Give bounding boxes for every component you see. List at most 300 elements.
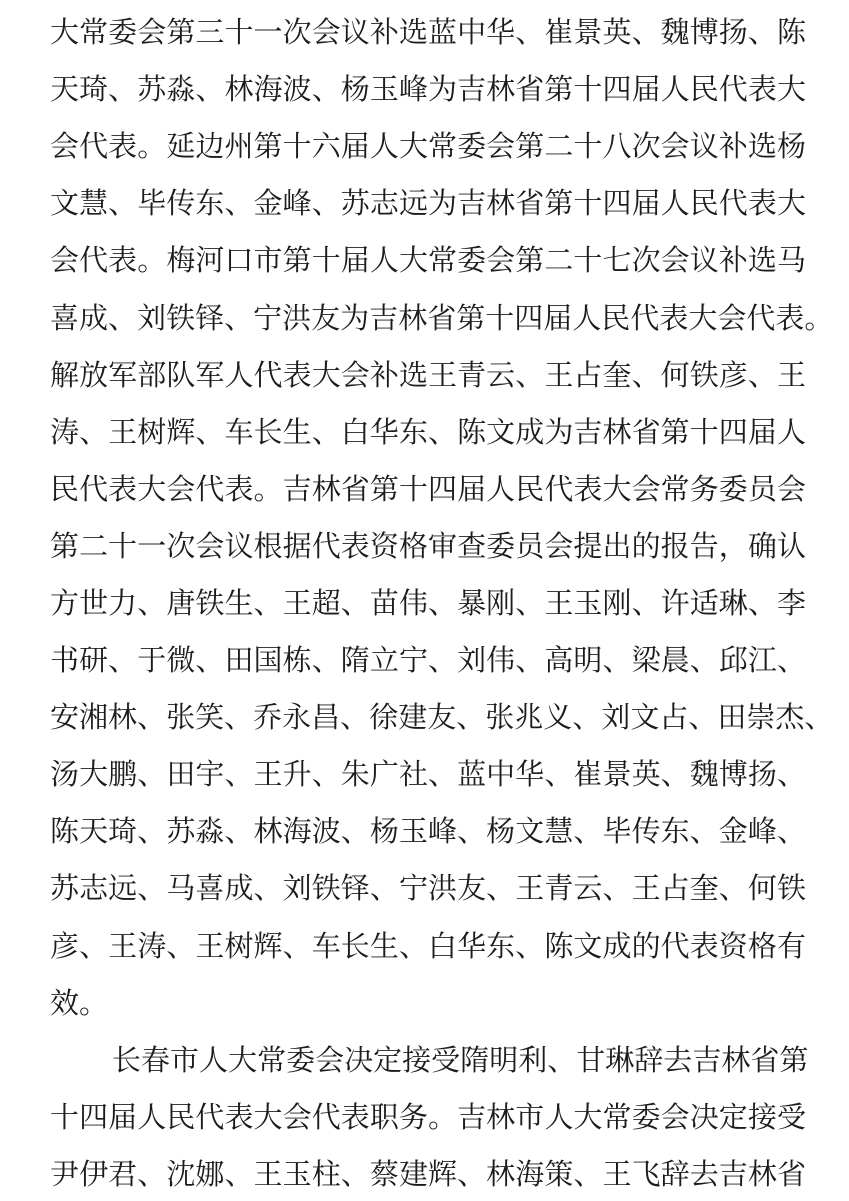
char: 为 <box>544 416 574 449</box>
char: 车 <box>224 416 254 449</box>
char: 大 <box>253 1101 283 1134</box>
char: 委 <box>286 1044 316 1077</box>
char: 常 <box>79 17 109 50</box>
char: 、 <box>572 702 602 735</box>
char: 延 <box>166 131 196 164</box>
char: 四 <box>79 1101 109 1134</box>
char: 田 <box>717 702 747 735</box>
char: 根 <box>253 530 283 563</box>
char: 、 <box>79 930 109 963</box>
char: 十 <box>50 1101 80 1134</box>
char: 、 <box>137 702 167 735</box>
char: 汤 <box>50 759 80 792</box>
char: 次 <box>282 17 312 50</box>
char: 乔 <box>253 702 283 735</box>
char: 、 <box>224 702 254 735</box>
char: 、 <box>340 816 370 849</box>
char: 代 <box>79 131 109 164</box>
char: 报 <box>660 530 690 563</box>
char: 、 <box>457 816 487 849</box>
char: 东 <box>195 188 225 221</box>
char: 四 <box>602 74 632 107</box>
char: 永 <box>282 702 312 735</box>
char: 放 <box>79 359 109 392</box>
char: 代 <box>718 74 748 107</box>
char: 琳 <box>718 587 748 620</box>
char: 长 <box>112 1044 142 1077</box>
char: 文 <box>630 702 660 735</box>
char: 表 <box>340 530 370 563</box>
char: 升 <box>282 759 312 792</box>
char: 议 <box>689 245 719 278</box>
char: 、 <box>311 645 341 678</box>
char: 飞 <box>631 1158 661 1191</box>
char: 杨 <box>486 816 516 849</box>
char: 文 <box>50 188 80 221</box>
char: 资 <box>369 530 399 563</box>
char: 海 <box>515 1158 545 1191</box>
char: 边 <box>195 131 225 164</box>
char: 传 <box>631 816 661 849</box>
char: 大 <box>573 1101 603 1134</box>
char: 伟 <box>486 645 516 678</box>
char: 江 <box>747 645 777 678</box>
char: 隋 <box>340 645 370 678</box>
char: 委 <box>486 530 516 563</box>
char: 辉 <box>166 416 196 449</box>
char: 人 <box>199 1044 229 1077</box>
char: 喜 <box>195 873 225 906</box>
char: 接 <box>402 1044 432 1077</box>
char: 、 <box>544 759 574 792</box>
char: 华 <box>486 17 516 50</box>
text-line <box>50 744 806 801</box>
char: 吉 <box>457 74 487 107</box>
char: 有 <box>776 930 806 963</box>
char: 、 <box>253 873 283 906</box>
char: 表 <box>282 359 312 392</box>
char: 天 <box>79 816 109 849</box>
char: 湘 <box>79 702 109 735</box>
text-line <box>50 459 806 516</box>
char: 、 <box>108 74 138 107</box>
char: 洪 <box>282 302 312 335</box>
char: 吉 <box>718 1158 748 1191</box>
char: 金 <box>253 188 283 221</box>
char: 蓝 <box>428 17 458 50</box>
text-line <box>50 402 806 459</box>
char: 杰 <box>775 702 805 735</box>
char: 辉 <box>253 930 283 963</box>
char: 波 <box>282 74 312 107</box>
char: 洪 <box>428 873 458 906</box>
char: 。 <box>137 131 167 164</box>
text-line <box>50 59 806 116</box>
char: 马 <box>166 873 196 906</box>
char: 四 <box>602 188 632 221</box>
char: 。 <box>79 987 109 1020</box>
char: 、 <box>428 759 458 792</box>
char: 民 <box>166 1101 196 1134</box>
char: 审 <box>428 530 458 563</box>
char: 、 <box>776 645 806 678</box>
char: 生 <box>282 416 312 449</box>
char: 届 <box>631 74 661 107</box>
char: 华 <box>369 416 399 449</box>
char: 峰 <box>428 816 458 849</box>
char: 吉 <box>457 188 487 221</box>
char: 陈 <box>544 930 574 963</box>
char: 、 <box>631 587 661 620</box>
char: 、 <box>573 1158 603 1191</box>
char: 魏 <box>689 759 719 792</box>
char: 、 <box>688 702 718 735</box>
char: 三 <box>195 17 225 50</box>
char: 王 <box>108 416 138 449</box>
char: 代 <box>544 473 574 506</box>
char: 、 <box>804 702 834 735</box>
char: 会 <box>50 245 80 278</box>
char: 州 <box>224 131 254 164</box>
char: 民 <box>689 74 719 107</box>
char: 十 <box>282 131 312 164</box>
char: 张 <box>166 702 196 735</box>
char: 奎 <box>602 359 632 392</box>
char: 长 <box>340 930 370 963</box>
text-line <box>50 916 806 973</box>
char: 受 <box>431 1044 461 1077</box>
char: 大 <box>776 74 806 107</box>
char: 王 <box>253 759 283 792</box>
char: 于 <box>137 645 167 678</box>
char: 博 <box>718 759 748 792</box>
char: 明 <box>573 645 603 678</box>
char: 崇 <box>746 702 776 735</box>
char: 次 <box>631 245 661 278</box>
char: 友 <box>311 302 341 335</box>
char: 省 <box>427 302 457 335</box>
char: 格 <box>398 530 428 563</box>
char: 口 <box>224 245 254 278</box>
char: 苏 <box>340 188 370 221</box>
char: 、 <box>224 1158 254 1191</box>
char: 会 <box>486 131 516 164</box>
char: 人 <box>544 1101 574 1134</box>
char: 鹏 <box>108 759 138 792</box>
char: 表 <box>224 1101 254 1134</box>
char: 大 <box>228 1044 258 1077</box>
char: 代 <box>630 302 660 335</box>
char: 届 <box>543 302 573 335</box>
char: 华 <box>457 930 487 963</box>
char: 毕 <box>137 188 167 221</box>
char: 大 <box>602 473 632 506</box>
char: 队 <box>166 359 196 392</box>
char: 、 <box>253 587 283 620</box>
char: 市 <box>253 245 283 278</box>
char: 东 <box>660 816 690 849</box>
char: 届 <box>340 131 370 164</box>
char: 宁 <box>253 302 283 335</box>
char: 慧 <box>544 816 574 849</box>
text-line <box>50 573 806 630</box>
char: 君 <box>108 1158 138 1191</box>
char: 会 <box>315 1044 345 1077</box>
char: 大 <box>137 473 167 506</box>
char: 铁 <box>776 873 806 906</box>
char: 海 <box>253 74 283 107</box>
char: 、 <box>747 587 777 620</box>
char: 伊 <box>79 1158 109 1191</box>
char: 八 <box>602 131 632 164</box>
char: 会 <box>340 359 370 392</box>
char: 中 <box>486 759 516 792</box>
char: 、 <box>108 645 138 678</box>
char: 琦 <box>108 816 138 849</box>
char: 代 <box>746 302 776 335</box>
char: 栋 <box>282 645 312 678</box>
char: 峰 <box>282 188 312 221</box>
char: 表 <box>775 302 805 335</box>
char: 长 <box>253 416 283 449</box>
char: 青 <box>457 359 487 392</box>
char: 格 <box>747 930 777 963</box>
char: 、 <box>340 1158 370 1191</box>
char: 代 <box>195 473 225 506</box>
char: 接 <box>747 1101 777 1134</box>
char: 车 <box>311 930 341 963</box>
char: 辞 <box>634 1044 664 1077</box>
char: 市 <box>515 1101 545 1134</box>
char: 铁 <box>689 359 719 392</box>
char: 宁 <box>398 645 428 678</box>
char: 崔 <box>573 759 603 792</box>
text-block <box>50 2 834 1201</box>
char: 宇 <box>195 759 225 792</box>
char: 苏 <box>166 816 196 849</box>
char: 蔡 <box>369 1158 399 1191</box>
char: 会 <box>776 473 806 506</box>
char: 林 <box>486 1158 516 1191</box>
char: 、 <box>718 873 748 906</box>
char: 笑 <box>195 702 225 735</box>
char: 代 <box>79 245 109 278</box>
char: 玉 <box>398 816 428 849</box>
char: 、 <box>195 74 225 107</box>
char: 、 <box>428 416 458 449</box>
char: 补 <box>369 359 399 392</box>
char: 会 <box>195 530 225 563</box>
char: 部 <box>137 359 167 392</box>
text-line <box>50 1030 809 1087</box>
char: 务 <box>398 1101 428 1134</box>
char: 王 <box>776 359 806 392</box>
char: 、 <box>515 645 545 678</box>
char: 人 <box>660 188 690 221</box>
char: 辞 <box>660 1158 690 1191</box>
char: 表 <box>659 302 689 335</box>
char: 峰 <box>398 74 428 107</box>
char: 会 <box>631 473 661 506</box>
char: 大 <box>311 359 341 392</box>
text-line <box>50 687 834 744</box>
char: 。 <box>428 1101 458 1134</box>
char: 第 <box>166 17 196 50</box>
char: 梁 <box>631 645 661 678</box>
char: 表 <box>108 131 138 164</box>
char: 、 <box>195 645 225 678</box>
char: 何 <box>660 359 690 392</box>
char: 四 <box>514 302 544 335</box>
char: 表 <box>108 473 138 506</box>
char: 微 <box>166 645 196 678</box>
char: 省 <box>340 473 370 506</box>
char: 选 <box>747 131 777 164</box>
char: 、 <box>547 1044 577 1077</box>
char: 常 <box>660 473 690 506</box>
char: 大 <box>79 759 109 792</box>
char: 天 <box>50 74 80 107</box>
char: 涛 <box>137 930 167 963</box>
char: 刚 <box>486 587 516 620</box>
char: 林 <box>602 416 632 449</box>
char: 崔 <box>544 17 574 50</box>
char: 二 <box>79 530 109 563</box>
char: 、 <box>311 416 341 449</box>
char: 喜 <box>50 302 80 335</box>
char: 研 <box>79 645 109 678</box>
char: 民 <box>601 302 631 335</box>
char: 苏 <box>137 74 167 107</box>
text-line <box>50 173 806 230</box>
char: 王 <box>253 1158 283 1191</box>
char: 方 <box>50 587 80 620</box>
char: 淼 <box>195 816 225 849</box>
char: 、 <box>311 188 341 221</box>
char: 张 <box>485 702 515 735</box>
char: 、 <box>776 816 806 849</box>
char: 的 <box>631 930 661 963</box>
char: 、 <box>195 416 225 449</box>
char: 海 <box>282 816 312 849</box>
char: 会 <box>137 17 167 50</box>
char: 宁 <box>398 873 428 906</box>
char: 义 <box>543 702 573 735</box>
char: 会 <box>486 245 516 278</box>
char: 林 <box>108 702 138 735</box>
char: 中 <box>457 17 487 50</box>
char: 告 <box>689 530 719 563</box>
char: 十 <box>573 74 603 107</box>
char: 省 <box>750 1044 780 1077</box>
char: 、 <box>428 587 458 620</box>
char: 吉 <box>692 1044 722 1077</box>
char: 扬 <box>718 17 748 50</box>
char: 、 <box>137 816 167 849</box>
char: 代 <box>79 473 109 506</box>
char: 王 <box>602 1158 632 1191</box>
char: 利 <box>518 1044 548 1077</box>
char: 十 <box>573 131 603 164</box>
char: 表 <box>747 74 777 107</box>
char: 二 <box>544 245 574 278</box>
char: 为 <box>428 74 458 107</box>
char: 员 <box>515 530 545 563</box>
char: 代 <box>253 359 283 392</box>
char: 人 <box>369 245 399 278</box>
char: 十 <box>485 302 515 335</box>
char: 占 <box>660 873 690 906</box>
char: 去 <box>663 1044 693 1077</box>
char: 刘 <box>282 873 312 906</box>
char: 吉 <box>457 1101 487 1134</box>
char: 琳 <box>605 1044 635 1077</box>
char: 白 <box>428 930 458 963</box>
char: 林 <box>253 816 283 849</box>
char: 、 <box>602 645 632 678</box>
char: 常 <box>428 131 458 164</box>
char: 许 <box>660 587 690 620</box>
char: 王 <box>544 587 574 620</box>
char: 传 <box>166 188 196 221</box>
char: 云 <box>573 873 603 906</box>
char: 王 <box>108 930 138 963</box>
char: 杨 <box>340 74 370 107</box>
char: 次 <box>166 530 196 563</box>
char: 、 <box>108 302 138 335</box>
char: 成 <box>602 930 632 963</box>
char: 为 <box>340 302 370 335</box>
char: 第 <box>515 245 545 278</box>
char: 春 <box>141 1044 171 1077</box>
text-line <box>50 287 834 344</box>
char: 表 <box>340 1101 370 1134</box>
char: 吉 <box>282 473 312 506</box>
char: 第 <box>544 188 574 221</box>
char: 、 <box>137 873 167 906</box>
char: 立 <box>369 645 399 678</box>
char: 成 <box>515 416 545 449</box>
char: 会 <box>660 131 690 164</box>
char: 代 <box>660 930 690 963</box>
char: 解 <box>50 359 80 392</box>
char: 提 <box>573 530 603 563</box>
char: 委 <box>108 17 138 50</box>
char: 第 <box>456 302 486 335</box>
char: 决 <box>344 1044 374 1077</box>
char: 昌 <box>311 702 341 735</box>
char: 民 <box>689 188 719 221</box>
char: 大 <box>50 17 80 50</box>
char: ， <box>718 530 748 563</box>
char: 军 <box>108 359 138 392</box>
char: 刚 <box>602 587 632 620</box>
char: 据 <box>282 530 312 563</box>
char: 陈 <box>457 416 487 449</box>
char: 届 <box>340 245 370 278</box>
char: 常 <box>602 1101 632 1134</box>
char: 决 <box>689 1101 719 1134</box>
char: 、 <box>137 759 167 792</box>
char: 娜 <box>195 1158 225 1191</box>
char: 超 <box>311 587 341 620</box>
char: 军 <box>195 359 225 392</box>
char: 涛 <box>50 416 80 449</box>
char: 沈 <box>166 1158 196 1191</box>
char: 远 <box>108 873 138 906</box>
char: 人 <box>776 416 806 449</box>
char: 甘 <box>576 1044 606 1077</box>
